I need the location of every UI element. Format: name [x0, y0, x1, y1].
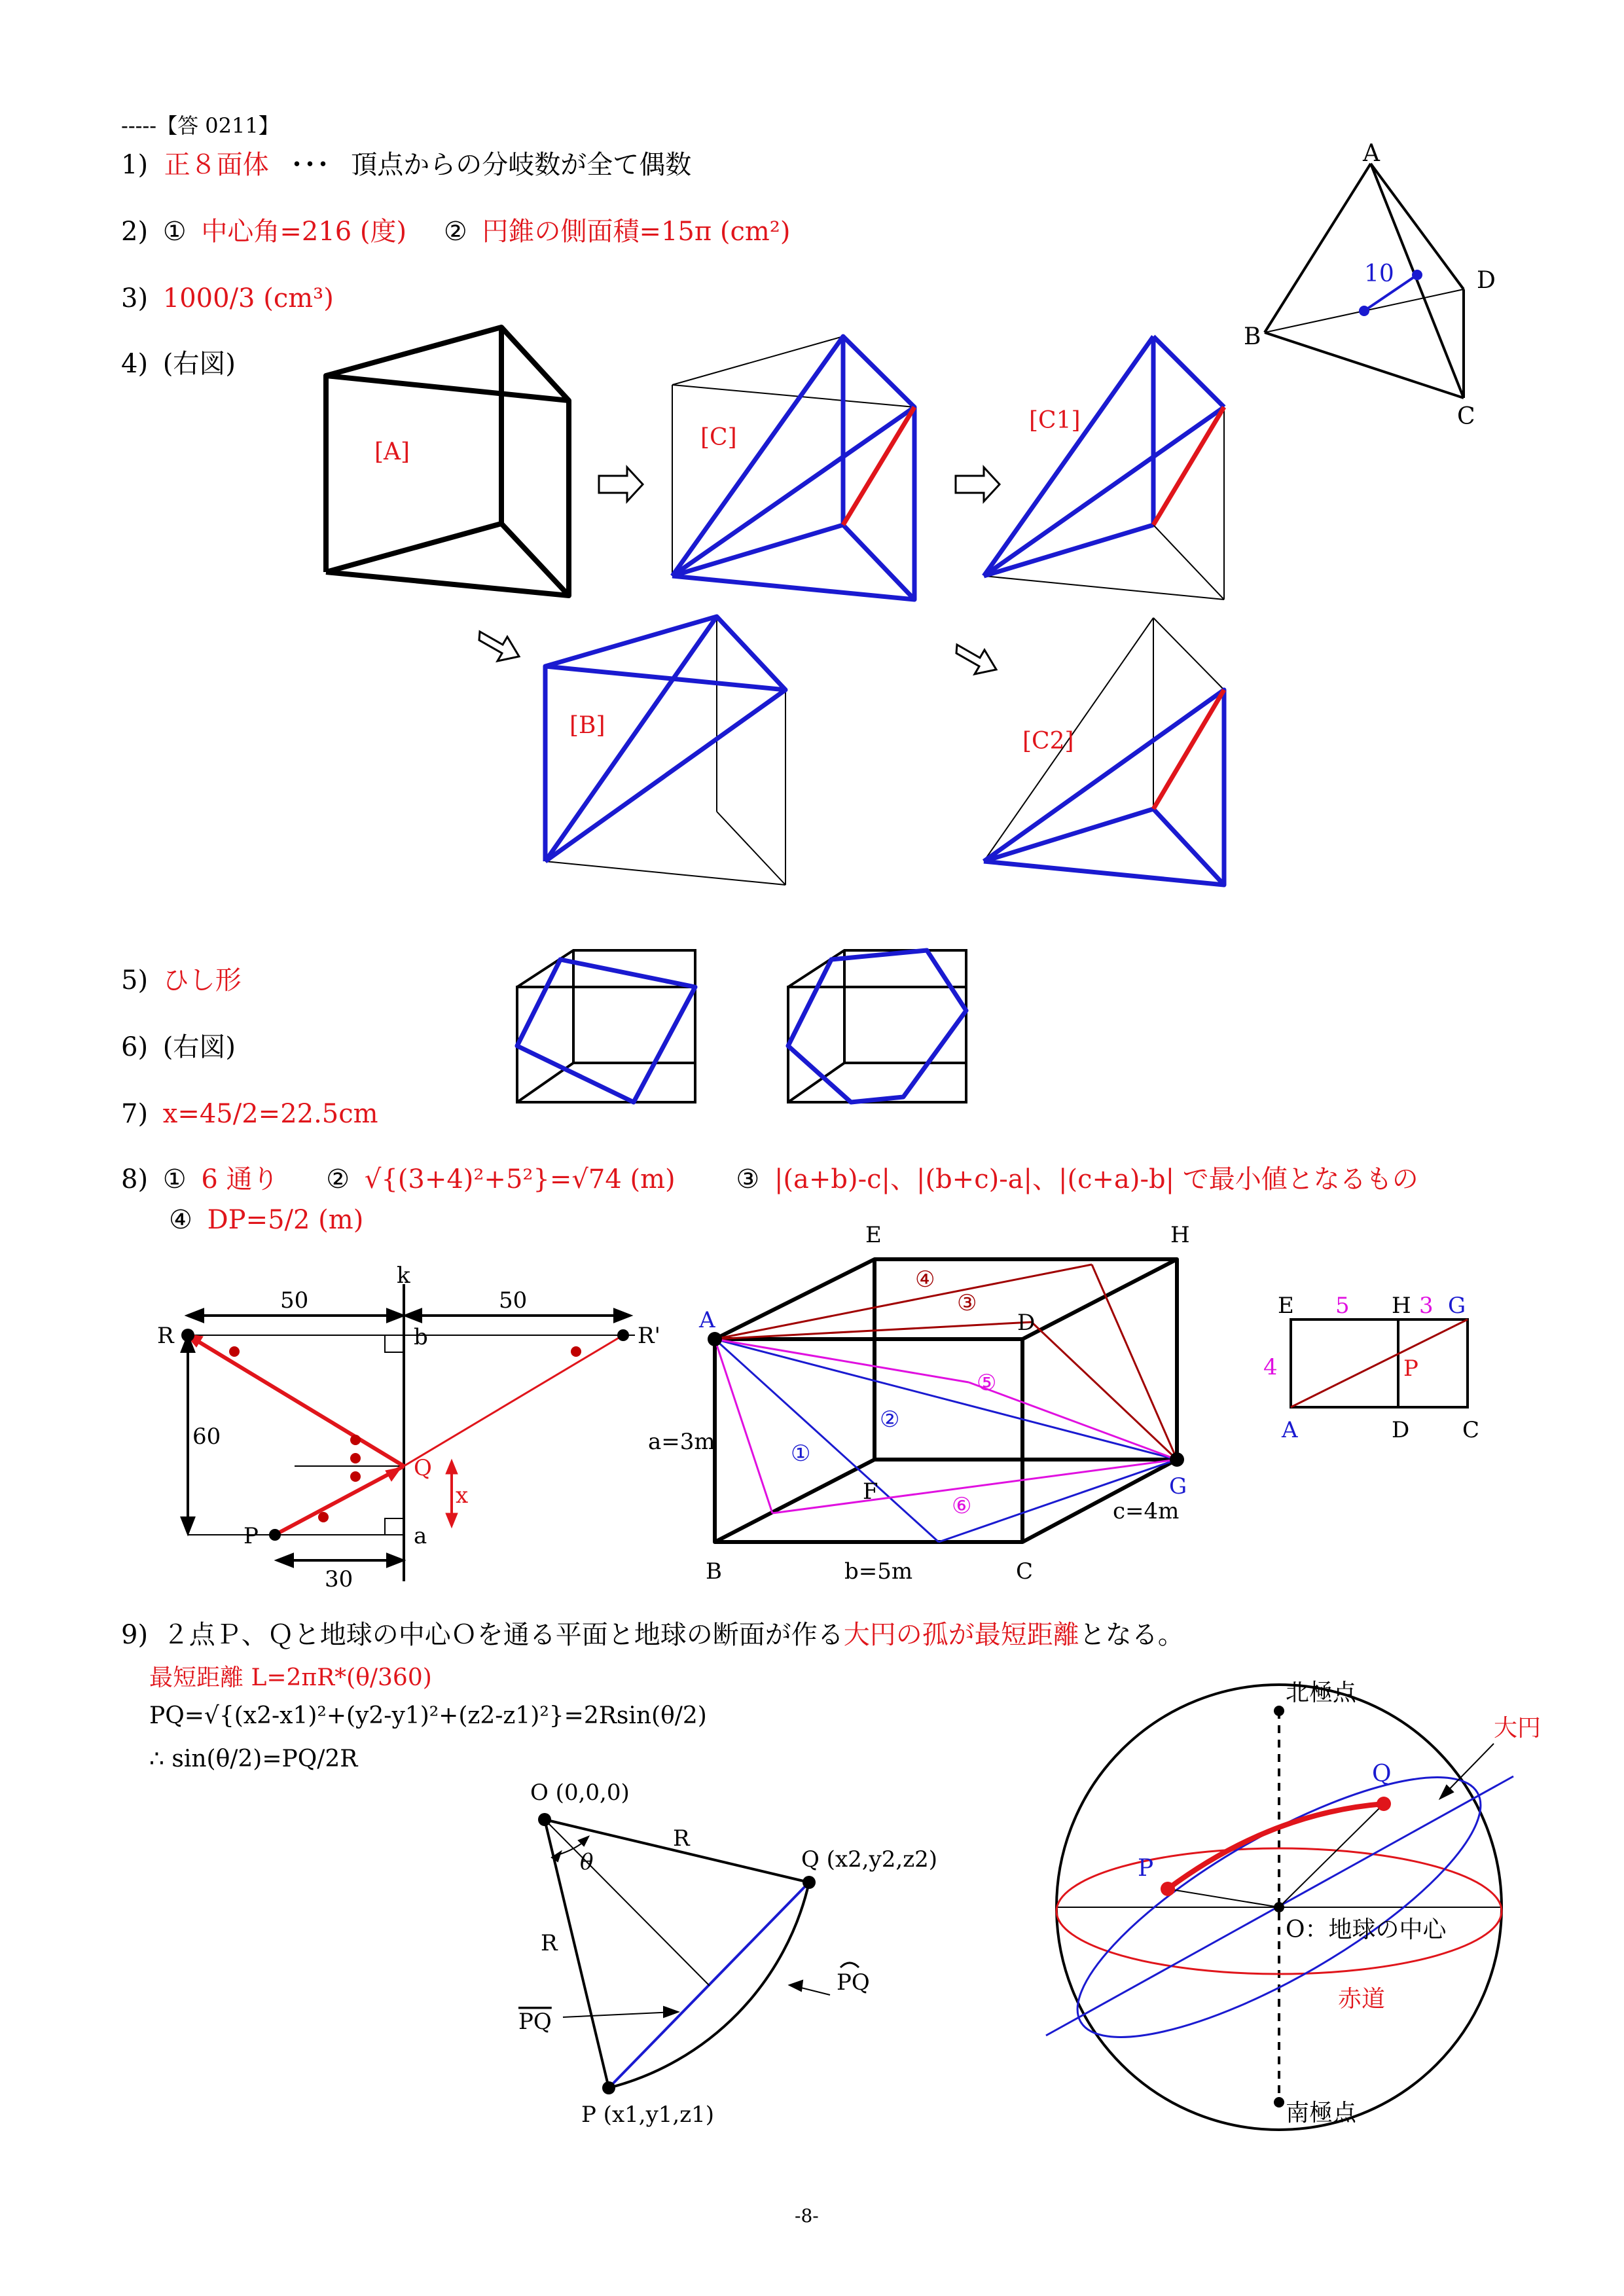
header: -----【答 0211】: [121, 113, 280, 138]
dim-50-right: 50: [499, 1287, 528, 1314]
q8-answer-2: √{(3+4)²+5²}=√74 (m): [364, 1164, 676, 1194]
q8-answer-1: 6 通り: [201, 1164, 279, 1194]
box-label-C: C: [1016, 1558, 1034, 1585]
great-circle-label: 大円: [1494, 1715, 1542, 1742]
south-pole: 南極点: [1286, 2100, 1357, 2126]
box-dim-a: a=3m: [648, 1429, 715, 1455]
q3-answer: 1000/3 (cm³): [162, 283, 334, 314]
label-Q: Q: [414, 1455, 432, 1481]
sector-R-top: R: [673, 1825, 690, 1852]
route-3: ③: [957, 1290, 977, 1316]
marker: ②: [443, 217, 467, 247]
q-number: 8): [121, 1164, 149, 1194]
net-label-E: E: [1278, 1293, 1294, 1319]
route-4: ④: [915, 1266, 935, 1293]
net-dim-4: 4: [1263, 1354, 1278, 1380]
sector-R-left: R: [541, 1930, 558, 1956]
sector-theta: θ: [580, 1849, 594, 1875]
q9-formula-1: 最短距離 L=2πR*(θ/360): [149, 1664, 432, 1691]
tetra-label-D: D: [1477, 267, 1496, 294]
globe-label-P: P: [1138, 1855, 1154, 1882]
box-label-B: B: [706, 1558, 722, 1585]
box-label-E: E: [865, 1222, 882, 1248]
label-x: x: [456, 1482, 469, 1509]
prism-label-C2: [C2]: [1022, 728, 1074, 755]
label-P: P: [244, 1523, 259, 1549]
q9-highlight: 大円の孤が最短距離: [843, 1620, 1079, 1650]
prism-label-A: [A]: [374, 439, 410, 465]
label-b: b: [414, 1324, 428, 1350]
q8-answer-4: DP=5/2 (m): [207, 1205, 364, 1235]
route-6: ⑥: [952, 1493, 972, 1519]
label-R-prime: R': [638, 1323, 660, 1349]
box-label-A: A: [699, 1307, 715, 1333]
q-number: 1): [121, 150, 149, 180]
equator-label: 赤道: [1338, 1986, 1386, 2013]
q9-text: ２点Ｐ、Ｑと地球の中心Ｏを通る平面と地球の断面が作る: [162, 1620, 844, 1650]
sector-label-P: P (x1,y1,z1): [581, 2102, 715, 2128]
tetra-label-B: B: [1244, 323, 1261, 350]
prism-label-C1: [C1]: [1029, 407, 1081, 434]
label-k: k: [397, 1263, 410, 1289]
box-label-H: H: [1170, 1222, 1190, 1248]
box-label-D: D: [1017, 1310, 1036, 1336]
marker: ①: [162, 1164, 187, 1194]
q-number: 5): [121, 965, 149, 996]
marker: ③: [736, 1164, 760, 1194]
q2-answer-1: 中心角=216 (度): [201, 217, 407, 247]
net-label-C: C: [1462, 1417, 1480, 1443]
tetra-label-C: C: [1457, 403, 1475, 430]
q-number: 3): [121, 283, 149, 314]
page-number: -8-: [795, 2205, 819, 2227]
q2-answer-2: 円錐の側面積=15π (cm²): [482, 217, 791, 247]
sector-label-Q: Q (x2,y2,z2): [801, 1846, 938, 1873]
net-label-H: H: [1392, 1293, 1411, 1319]
net-dim-3: 3: [1419, 1293, 1434, 1319]
globe-label-Q: Q: [1372, 1761, 1392, 1787]
prism-label-B: [B]: [569, 712, 605, 739]
q9-text-end: となる。: [1079, 1620, 1184, 1650]
dim-30: 30: [325, 1566, 353, 1592]
dim-60: 60: [192, 1424, 221, 1450]
net-label-G: G: [1448, 1293, 1466, 1319]
sector-label-O: O (0,0,0): [530, 1780, 630, 1806]
route-5: ⑤: [977, 1370, 997, 1396]
q1-answer: 正８面体: [164, 150, 269, 180]
q9-formula-3: ∴ sin(θ/2)=PQ/2R: [149, 1746, 358, 1772]
label-a: a: [414, 1523, 427, 1549]
marker: ④: [169, 1205, 192, 1235]
route-1: ①: [791, 1441, 811, 1467]
label-R: R: [157, 1323, 174, 1349]
q-number: 9): [121, 1620, 149, 1650]
chord-PQ: PQ: [518, 2009, 552, 2035]
dim-50-left: 50: [280, 1287, 309, 1314]
q-number: 6): [121, 1032, 149, 1062]
net-label-P: P: [1403, 1355, 1418, 1382]
net-dim-5: 5: [1335, 1293, 1350, 1319]
q-number: 2): [121, 217, 149, 247]
prism-label-C: [C]: [700, 424, 737, 451]
route-2: ②: [880, 1407, 900, 1433]
earth-center-label: O：地球の中心: [1286, 1916, 1447, 1943]
q5-answer: ひし形: [162, 965, 242, 996]
q-number: 4): [121, 349, 149, 379]
box-label-F: F: [863, 1479, 878, 1505]
box-label-G: G: [1169, 1473, 1187, 1499]
q4-note: (右図): [162, 349, 236, 379]
arc-PQ: PQ: [837, 1969, 870, 1996]
tetra-length-label: 10: [1364, 260, 1394, 287]
net-label-A: A: [1282, 1417, 1298, 1443]
tetra-label-A: A: [1363, 140, 1380, 167]
net-label-D: D: [1392, 1417, 1410, 1443]
north-pole: 北極点: [1286, 1679, 1357, 1706]
box-dim-b: b=5m: [844, 1558, 913, 1585]
q1-note: 頂点からの分岐数が全て偶数: [351, 150, 692, 180]
q7-answer: x=45/2=22.5cm: [162, 1099, 378, 1129]
marker: ②: [326, 1164, 350, 1194]
q6-note: (右図): [162, 1032, 236, 1062]
marker: ①: [162, 217, 187, 247]
q8-answer-3: |(a+b)-c|、|(b+c)-a|、|(c+a)-b| で最小値となるもの: [774, 1164, 1418, 1194]
q-number: 7): [121, 1099, 149, 1129]
q9-formula-2: PQ=√{(x2-x1)²+(y2-y1)²+(z2-z1)²}=2Rsin(θ/2): [149, 1702, 707, 1729]
box-dim-c: c=4m: [1113, 1498, 1180, 1524]
dots: ･･･: [290, 150, 330, 180]
